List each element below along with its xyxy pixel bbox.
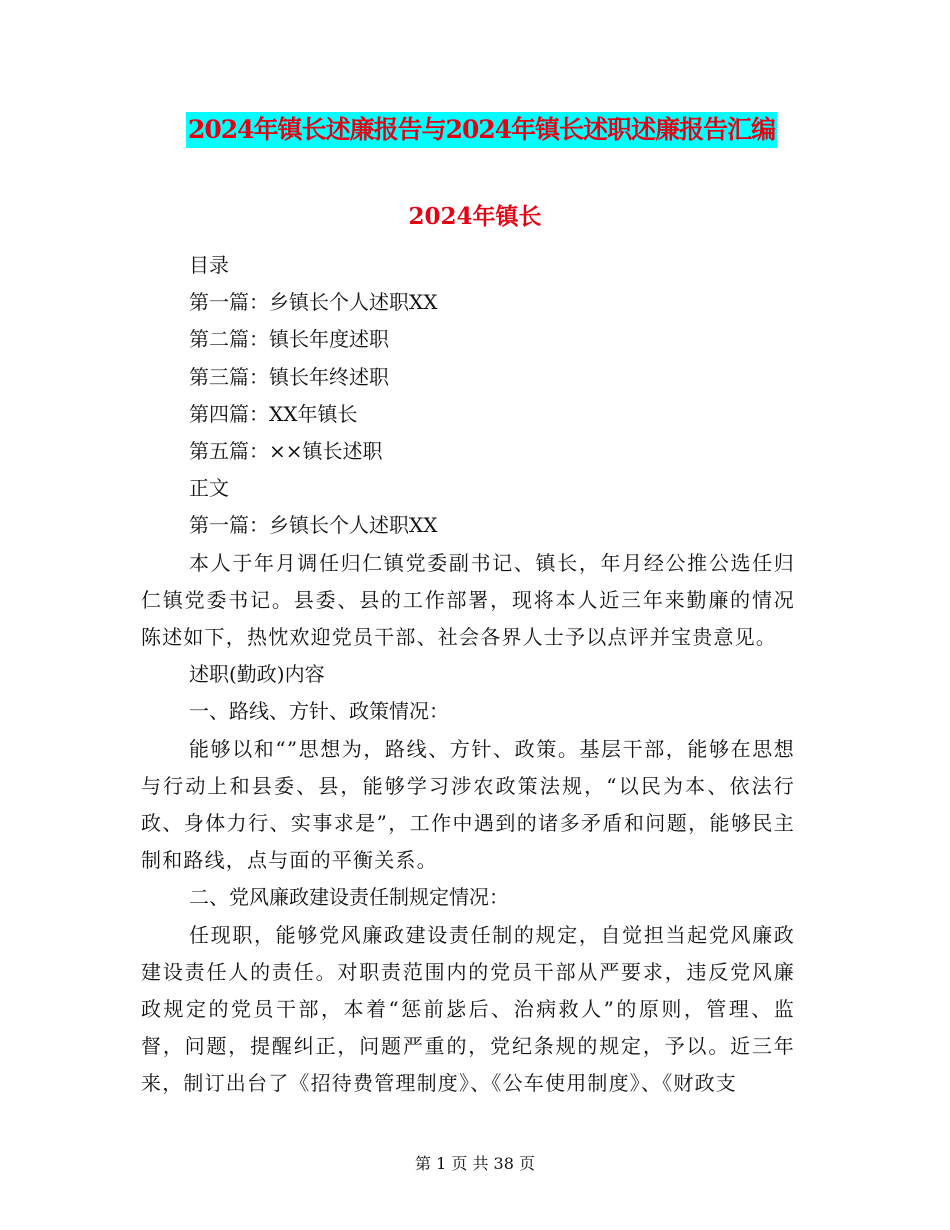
document-subtitle: 2024年镇长 — [408, 203, 542, 230]
subsection-title: 述职(勤政)内容 — [189, 662, 325, 687]
paragraph: 能够以和“”思想为，路线、方针、政策。基层干部，能够在思想与行动上和县委、县，能够学习涉农政策法规，“以民为本、依法行政、身体力行、实事求是”，工作中遇到的诸多矛盾和问题，能够民主制和路线，点与面的平衡关系。 — [141, 736, 795, 873]
document-title: 2024年镇长述廉报告与2024年镇长述职述廉报告汇编 — [186, 112, 777, 148]
section-title: 第一篇：乡镇长个人述职XX — [189, 513, 438, 538]
toc-heading: 目录 — [189, 253, 229, 277]
toc-item: 第一篇：乡镇长个人述职XX — [189, 290, 438, 315]
toc-item: 第五篇：××镇长述职 — [189, 439, 383, 464]
toc-item: 第三篇：镇长年终述职 — [189, 364, 389, 389]
section-heading: 二、党风廉政建设责任制规定情况： — [189, 885, 509, 910]
toc-item: 第四篇：XX年镇长 — [189, 401, 358, 426]
paragraph: 本人于年月调任归仁镇党委副书记、镇长，年月经公推公选任归仁镇党委书记。县委、县的工作部署，现将本人近三年来勤廉的情况陈述如下，热忱欢迎党员干部、社会各界人士予以点评并宝贵意见。 — [141, 550, 795, 650]
body-heading: 正文 — [189, 476, 229, 501]
document-body — [141, 247, 795, 1103]
page-number-footer: 第 1 页 共 38 页 — [415, 1154, 535, 1173]
paragraph: 任现职，能够党风廉政建设责任制的规定，自觉担当起党风廉政建设责任人的责任。对职责范围内的党员干部从严要求，违反党风廉政规定的党员干部，本着“惩前毖后、治病救人”的原则，管理、监督，问题，提醒纠正，问题严重的，党纪条规的规定，予以。近三年来，制订出台了《招待费管理制度》、《公车使用制度》、《财政支 — [141, 922, 795, 1096]
toc-item: 第二篇：镇长年度述职 — [189, 327, 389, 352]
section-heading: 一、路线、方针、政策情况： — [189, 699, 449, 724]
